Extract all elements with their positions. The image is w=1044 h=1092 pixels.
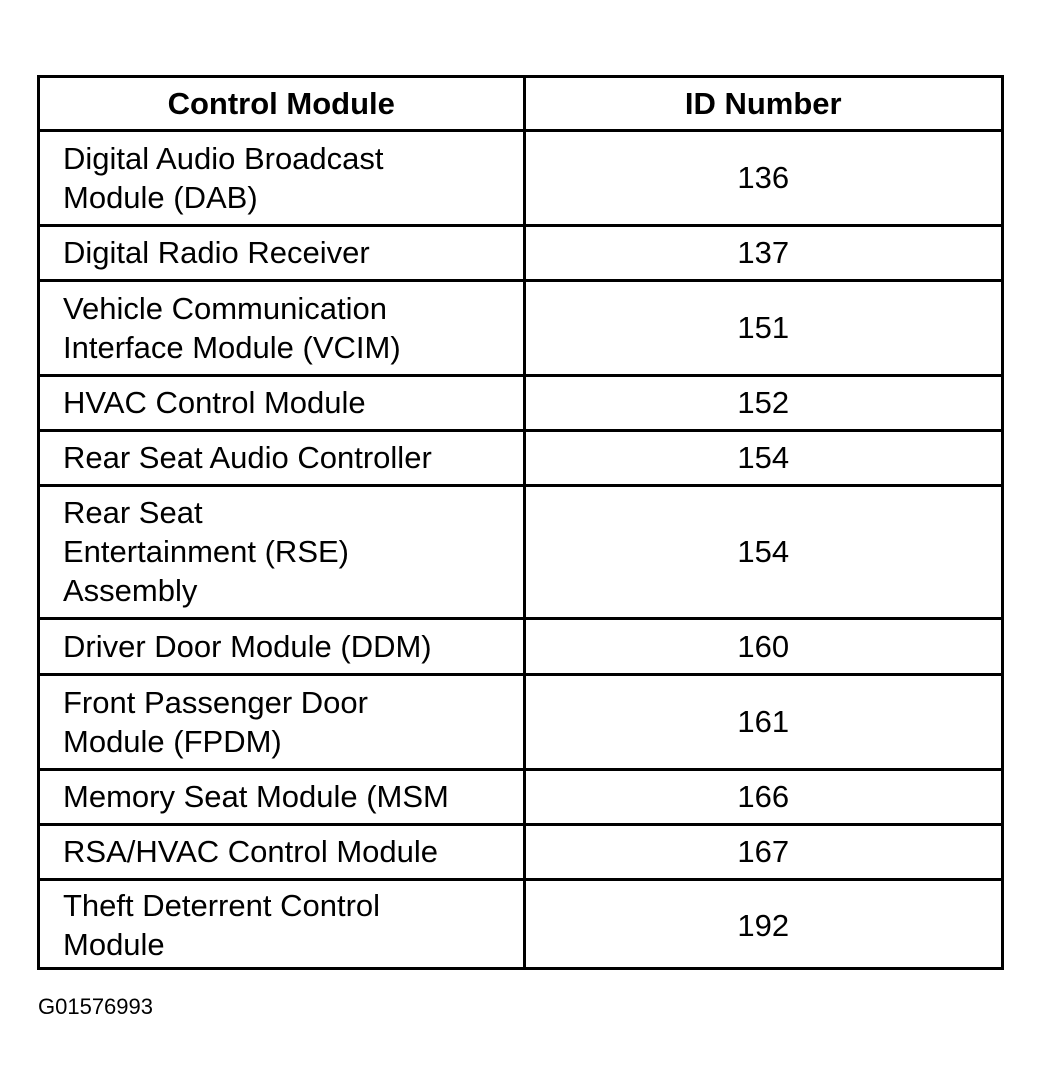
module-name-cell: Theft Deterrent Control Module xyxy=(40,879,524,970)
table-header-row xyxy=(40,78,1001,130)
id-number-cell: 136 xyxy=(524,130,1001,225)
table-row xyxy=(40,879,1001,970)
id-number-cell: 160 xyxy=(524,618,1001,674)
module-name-cell: Rear Seat Audio Controller xyxy=(40,430,524,485)
module-name-cell: Memory Seat Module (MSM xyxy=(40,769,524,824)
table-row xyxy=(40,130,1001,225)
table-row xyxy=(40,375,1001,430)
id-number-cell: 137 xyxy=(524,225,1001,280)
id-number-cell: 152 xyxy=(524,375,1001,430)
table-row xyxy=(40,618,1001,674)
table-row xyxy=(40,674,1001,769)
module-name-cell: RSA/HVAC Control Module xyxy=(40,824,524,879)
id-number-cell: 154 xyxy=(524,485,1001,618)
column-header-id-number: ID Number xyxy=(524,78,1001,130)
table-row xyxy=(40,769,1001,824)
table-row xyxy=(40,430,1001,485)
table-row xyxy=(40,225,1001,280)
id-number-cell: 161 xyxy=(524,674,1001,769)
table-row xyxy=(40,280,1001,375)
module-name-cell: Digital Audio Broadcast Module (DAB) xyxy=(40,130,524,225)
table-row xyxy=(40,485,1001,618)
module-name-cell: Driver Door Module (DDM) xyxy=(40,618,524,674)
column-header-control-module: Control Module xyxy=(40,78,524,130)
figure-id: G01576993 xyxy=(38,994,153,1019)
id-number-cell: 192 xyxy=(524,879,1001,970)
table-row xyxy=(40,824,1001,879)
module-name-cell: Vehicle Communication Interface Module (VCIM) xyxy=(40,280,524,375)
id-number-cell: 151 xyxy=(524,280,1001,375)
module-name-cell: Front Passenger Door Module (FPDM) xyxy=(40,674,524,769)
id-number-cell: 166 xyxy=(524,769,1001,824)
module-name-cell: Digital Radio Receiver xyxy=(40,225,524,280)
control-module-table-frame xyxy=(37,75,1004,970)
module-name-cell: HVAC Control Module xyxy=(40,375,524,430)
module-name-cell: Rear Seat Entertainment (RSE) Assembly xyxy=(40,485,524,618)
id-number-cell: 167 xyxy=(524,824,1001,879)
control-module-table xyxy=(40,78,1001,970)
id-number-cell: 154 xyxy=(524,430,1001,485)
